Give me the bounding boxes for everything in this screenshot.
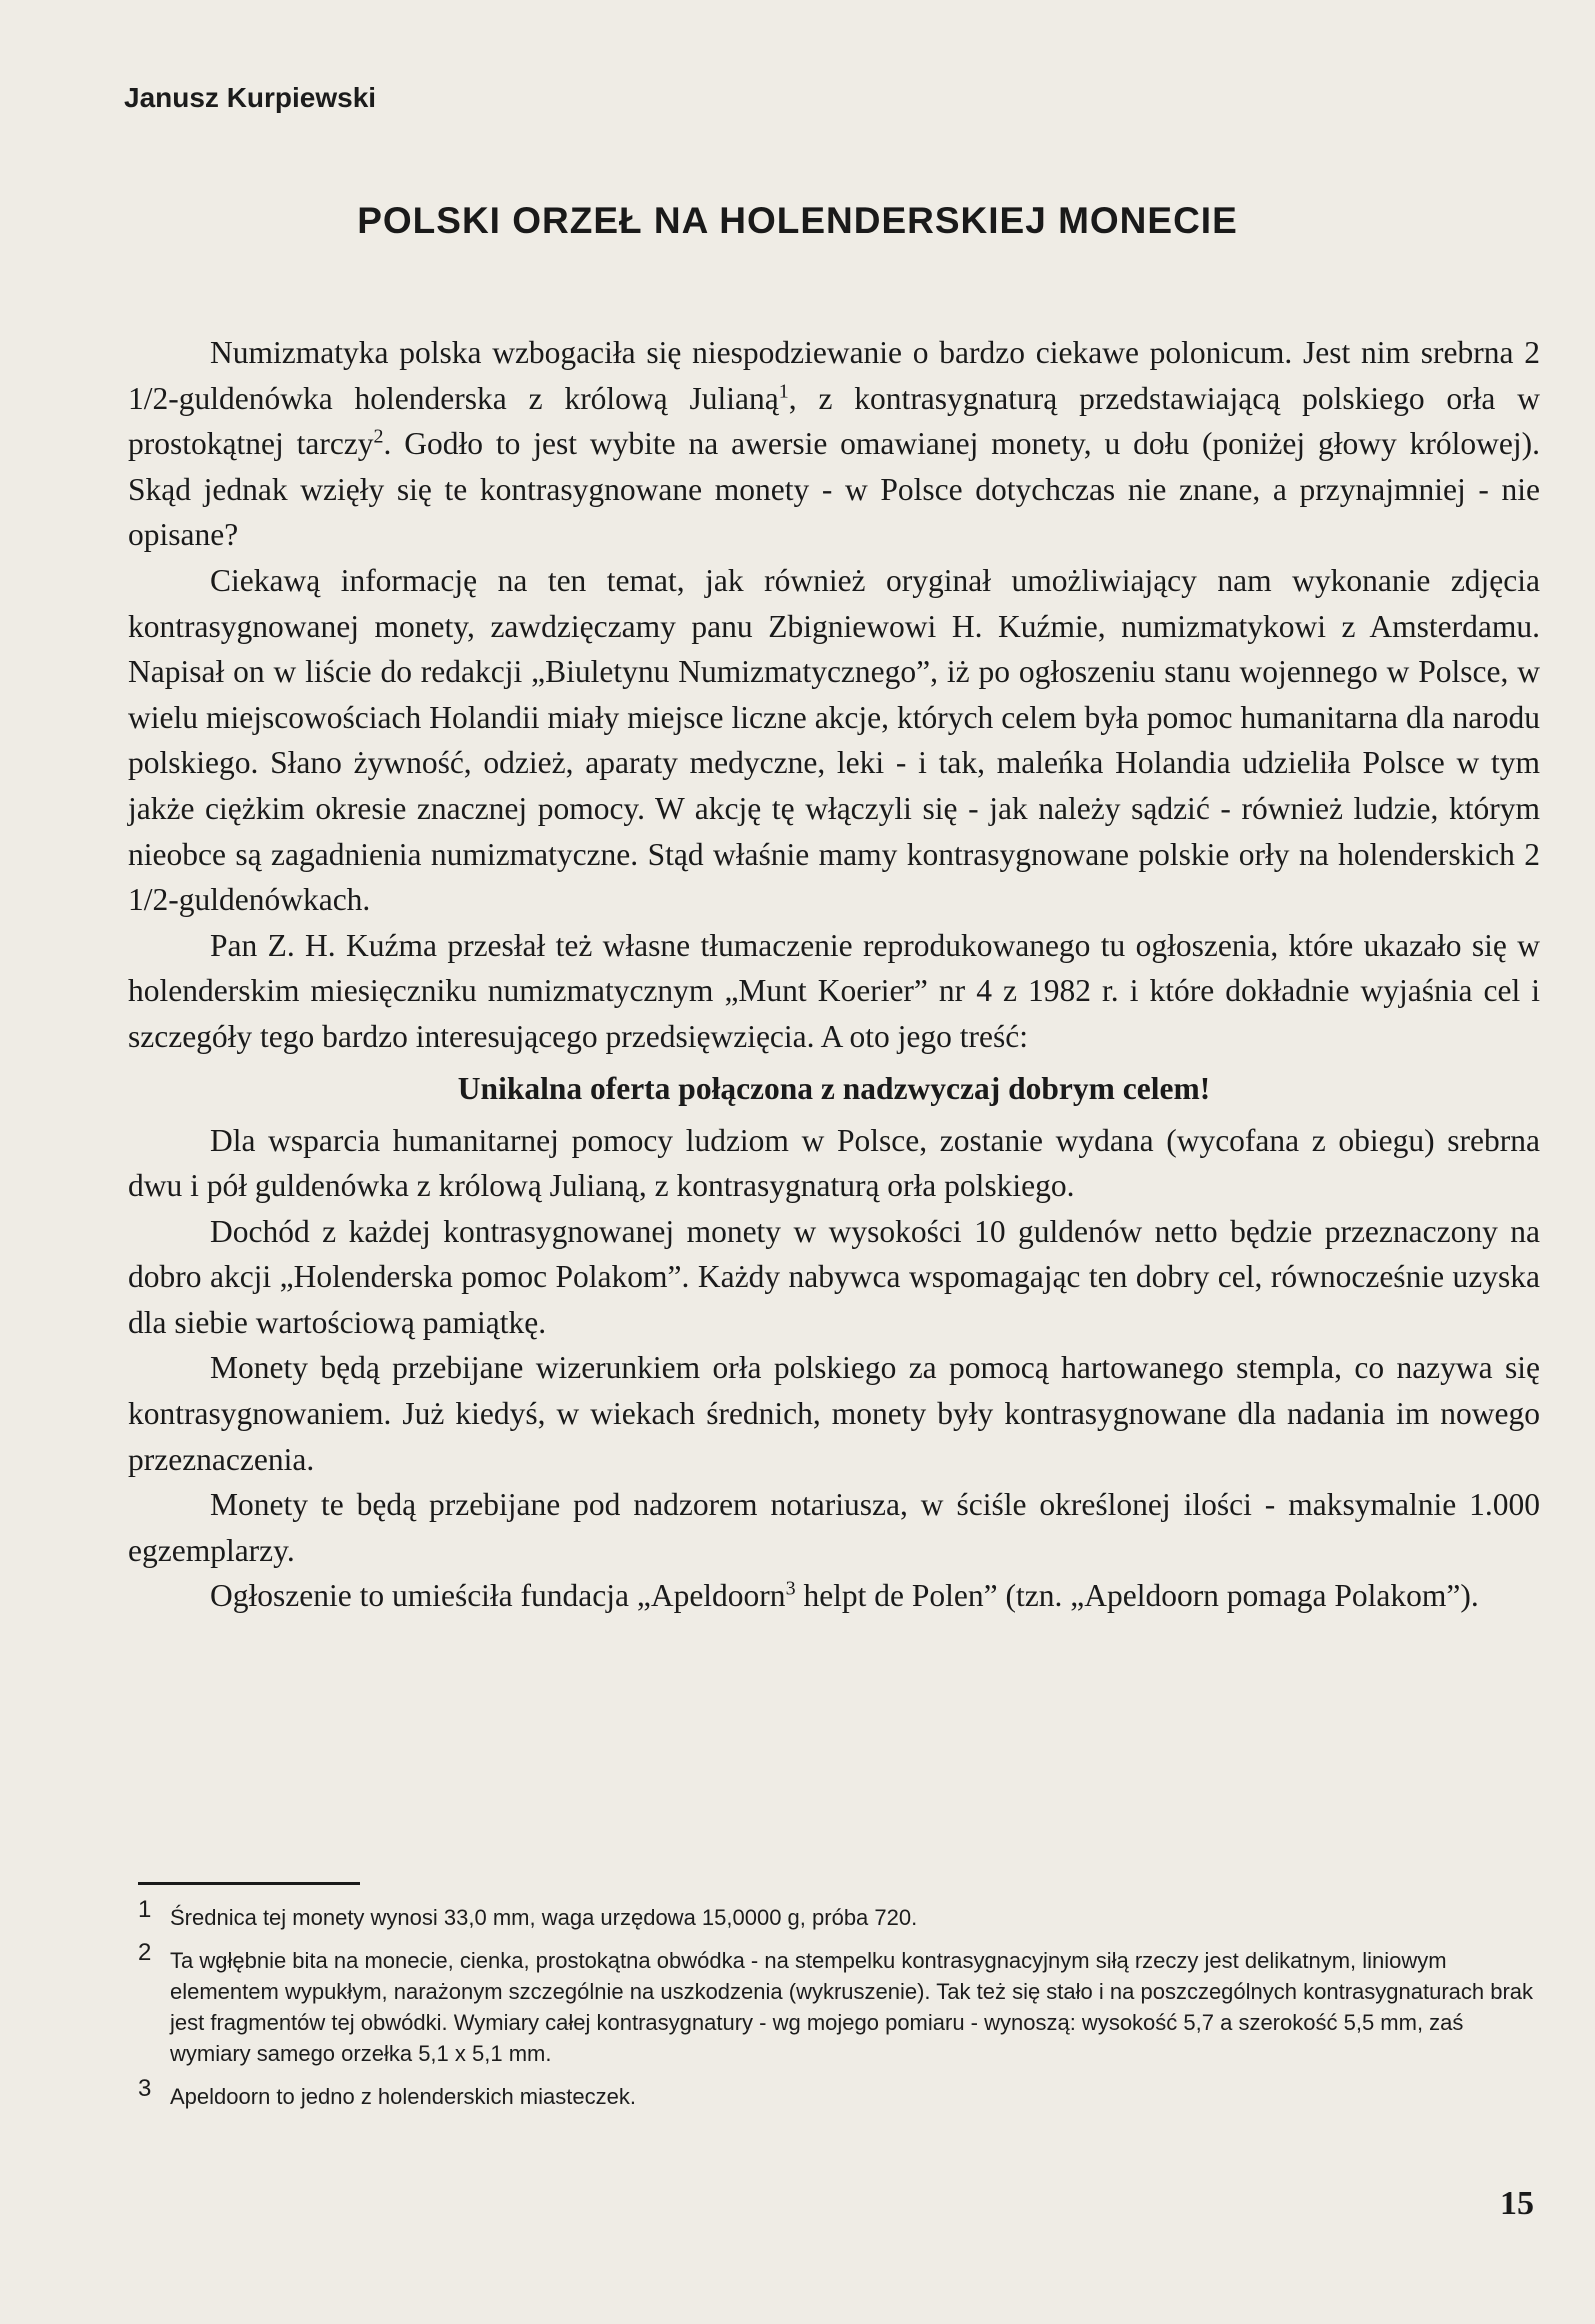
footnote-divider [138,1882,360,1885]
footnote-3 [138,2075,1538,2112]
subheading: Unikalna oferta połączona z nadzwyczaj dobrym celem! [457,1070,1211,1106]
footnote-number: 2 [138,1939,152,1966]
footnote-ref-1: 1 [778,380,789,403]
paragraph-4: Dla wsparcia humanitarnej pomocy ludziom w Polsce, zostanie wydana (wycofana z obiegu) srebrna dwu i pół guldenówka z królową Julianą, z kontrasygnaturą orła polskiego. [128,1122,1540,1204]
paragraph-7: Monety te będą przebijane pod nadzorem notariusza, w ściśle określonej ilości - maksymalnie 1.000 egzemplarzy. [128,1487,1540,1568]
article-title: POLSKI ORZEŁ NA HOLENDERSKIEJ MONECIE [357,200,1238,241]
footnote-2 [138,1939,1538,2069]
paragraph-5: Dochód z każdej kontrasygnowanej monety w wysokości 10 guldenów netto będzie przeznaczony na dobro akcji „Holenderska pomoc Polakom”. Każdy nabywca wspomagając ten dobry cel, równocześnie uzyska dla siebie wartościową pamiątkę. [128,1213,1540,1340]
footnote-text: Średnica tej monety wynosi 33,0 mm, waga urzędowa 15,0000 g, próba 720. [170,1905,918,1930]
paragraph-3: Pan Z. H. Kuźma przesłał też własne tłumaczenie reprodukowanego tu ogłoszenia, które ukazało się w holenderskim miesięczniku numizmatycznym „Munt Koerier” nr 4 z 1982 r. i które dokładnie wyjaśnia cel i szczegóły tego bardzo interesującego przedsięwzięcia. A oto jego treść: [128,927,1540,1054]
author-name: Janusz Kurpiewski [124,82,377,113]
footnote-ref-3: 3 [785,1577,796,1600]
footnote-ref-2: 2 [373,425,384,448]
footnote-1 [138,1896,1538,1933]
article-body [128,330,1540,1619]
paragraph-8: Ogłoszenie to umieściła fundacja „Apeldoorn$^3$ helpt de Polen” (tzn. „Apeldoorn pomaga Polakom”). [210,1577,1479,1614]
paragraph-2: Ciekawą informację na ten temat, jak również oryginał umożliwiający nam wykonanie zdjęcia kontrasygnowanej monety, zawdzięczamy panu Zbigniewowi H. Kuźmie, numizmatykowi z Amsterdamu. Napisał on w liście do redakcji „Biuletynu Numizmatycznego”, iż po ogłoszeniu stanu wojennego w Polsce, w wielu miejscowościach Holandii miały miejsce liczne akcje, których celem była pomoc humanitarna dla narodu polskiego. Słano żywność, odzież, aparaty medyczne, leki - i tak, maleńka Holandia udzieliła Polsce w tym jakże ciężkim okresie znacznej pomocy. W akcję tę włączyli się - jak należy sądzić - również ludzie, którym nieobce są zagadnienia numizmatyczne. Stąd właśnie mamy kontrasygnowane polskie orły na holenderskich 2 1/2-guldenówkach. [128,562,1540,918]
footnote-number: 3 [138,2075,152,2102]
footnotes [138,1896,1538,2124]
footnote-number: 1 [138,1896,152,1923]
paragraph-1: Numizmatyka polska wzbogaciła się niespodziewanie o bardzo ciekawe polonicum. Jest nim srebrna 2 1/2-guldenówka holenderska z królową Julianą$^1$, z kontrasygnaturą przedstawiającą polskiego orła w prostokątnej tarczy$^2$. Godło to jest wybite na awersie omawianej monety, u dołu (poniżej głowy królowej). Skąd jednak wzięły się te kontrasygnowane monety - w Polsce dotychczas nie znane, a przynajmniej - nie opisane? [128,335,1540,553]
footnote-text: Ta wgłębnie bita na monecie, cienka, prostokątna obwódka - na stempelku kontrasygnacyjnym siłą rzeczy jest delikatnym, liniowym elementem wypukłym, narażonym szczególnie na uszkodzenia (wykruszenie). Tak też się stało i na poszczególnych kontrasygnaturach brak jest fragmentów tej obwódki. Wymiary całej kontrasygnatury - wg mojego pomiaru - wynoszą: wysokość 5,7 a szerokość 5,5 mm, zaś wymiary samego orzełka 5,1 x 5,1 mm. [170,1948,1534,2066]
footnote-text: Apeldoorn to jedno z holenderskich miasteczek. [170,2084,636,2109]
page-number: 15 [1500,2185,1534,2222]
paragraph-6: Monety będą przebijane wizerunkiem orła polskiego za pomocą hartowanego stempla, co nazywa się kontrasygnowaniem. Już kiedyś, w wiekach średnich, monety były kontrasygnowane dla nadania im nowego przeznaczenia. [128,1350,1540,1477]
